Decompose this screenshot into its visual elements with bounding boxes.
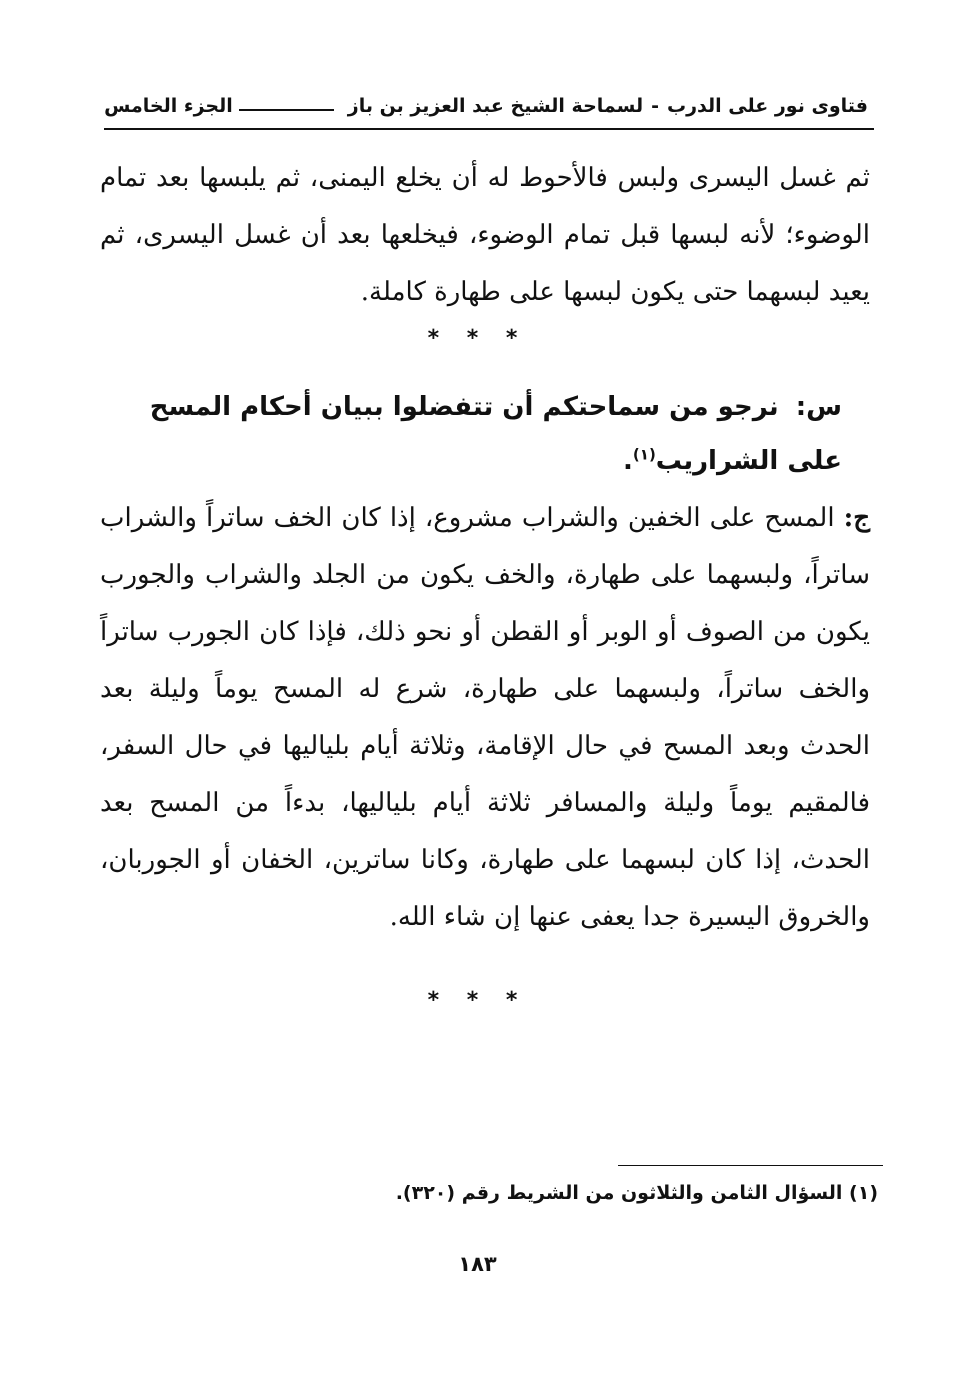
- section-separator: * * *: [427, 326, 528, 351]
- footnote-marker: (١): [849, 1182, 878, 1204]
- answer-block: [100, 490, 870, 946]
- header-dash: -: [651, 95, 659, 117]
- question-block: [130, 380, 842, 488]
- author-name: لسماحة الشيخ عبد العزيز بن باز: [347, 95, 644, 117]
- header-divider: [104, 128, 874, 130]
- book-title: فتاوى نور على الدرب: [667, 95, 868, 117]
- question-end: .: [623, 446, 633, 476]
- footnote-text: السؤال الثامن والثلاثون من الشريط رقم (٣٢٠).: [395, 1182, 843, 1204]
- answer-text: المسح على الخفين والشراب مشروع، إذا كان الخف ساتراً والشراب ساتراً، ولبسهما على طهارة، والخف يكون من الجلد والشراب والجورب يكون من الصوف أو الوبر أو القطن أو نحو ذلك، فإذا كان الجورب ساتراً والخف ساتراً، ولبسهما على طهارة، شرع له المسح يوماً وليلة بعد الحدث وبعد المسح في حال الإقامة، وثلاثة أيام بلياليها في حال السفر، فالمقيم يوماً وليلة والمسافر ثلاثة أيام بلياليها، بدءاً من المسح بعد الحدث، إذا كان لبسهما على طهارة، وكانا ساترين، الخفان أو الجوربان، والخروق اليسيرة جدا يعفى عنها إن شاء الله.: [100, 503, 870, 932]
- volume-label: الجزء الخامس: [104, 95, 233, 117]
- running-header-title-group: [233, 95, 868, 117]
- question-label: س:: [795, 392, 842, 422]
- header-inline-rule: [239, 109, 334, 111]
- paragraph-continuation: ثم غسل اليسرى ولبس فالأحوط له أن يخلع اليمنى، ثم يلبسها بعد تمام الوضوء؛ لأنه لبسها قبل تمام الوضوء، فيخلعها بعد أن غسل اليسرى، ثم يعيد لبسهما حتى يكون لبسها على طهارة كاملة.: [100, 163, 870, 307]
- question-text: نرجو من سماحتكم أن تتفضلوا ببيان أحكام المسح على الشراريب: [149, 392, 842, 476]
- footnote-reference: (١): [632, 445, 656, 464]
- section-separator-end: * * *: [427, 988, 528, 1013]
- answer-label: ج:: [843, 503, 871, 533]
- footnote-divider: [618, 1165, 883, 1166]
- footnote: [300, 1178, 878, 1208]
- running-header: [104, 88, 868, 124]
- page-number: ١٨٣: [458, 1252, 497, 1276]
